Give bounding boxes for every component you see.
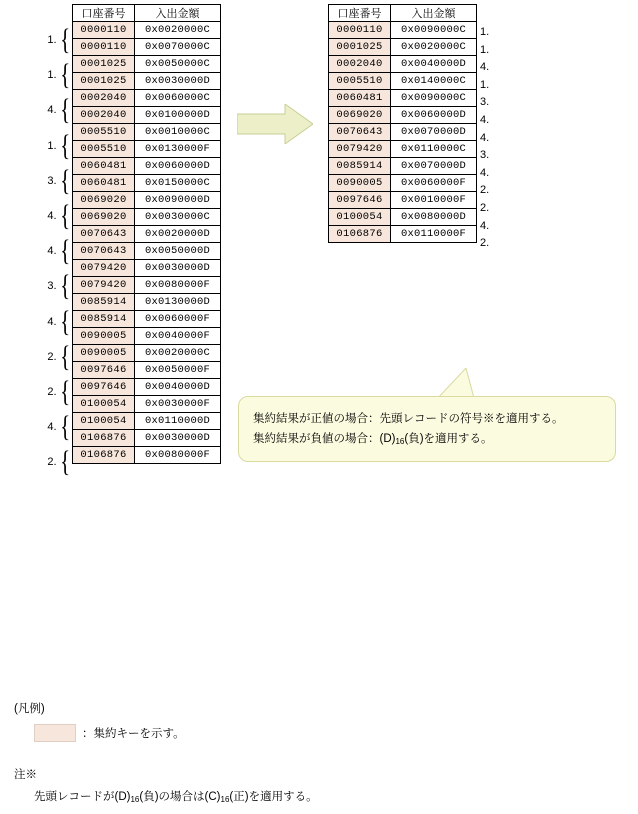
table-row [73, 124, 221, 141]
cell-amount: 0x0050000D [135, 243, 221, 260]
row-rule-number: 4. [480, 219, 490, 232]
cell-account-number: 0090005 [73, 328, 135, 345]
cell-account-number: 0100054 [73, 413, 135, 430]
table-header-row [73, 5, 221, 22]
cell-amount: 0x0030000D [135, 260, 221, 277]
table-row [329, 56, 477, 73]
cell-account-number: 0106876 [73, 430, 135, 447]
callout-line-1: 集約結果が正値の場合：先頭レコードの符号※を適用する。 [253, 413, 564, 425]
table-row [329, 22, 477, 39]
cell-amount: 0x0080000F [135, 447, 221, 464]
cell-account-number: 0070643 [329, 124, 391, 141]
cell-amount: 0x0070000D [391, 124, 477, 141]
cell-account-number: 0001025 [73, 73, 135, 90]
cell-amount: 0x0040000D [135, 379, 221, 396]
table-row [329, 209, 477, 226]
table-row [73, 345, 221, 362]
group-label: 4. [47, 245, 57, 258]
table-row [73, 243, 221, 260]
cell-amount: 0x0030000F [135, 396, 221, 413]
column-header-amount: 入出金額 [135, 5, 221, 22]
cell-account-number: 0090005 [329, 175, 391, 192]
callout-line-2-pre: 集約結果が負値の場合：(D) [253, 433, 396, 446]
flow-arrow-icon [237, 104, 313, 144]
table-row [329, 124, 477, 141]
note-body-post: (正)を適用する。 [229, 791, 318, 803]
cell-account-number: 0106876 [73, 447, 135, 464]
row-rule-number: 4. [480, 61, 490, 74]
brace-icon: { [59, 410, 70, 444]
table-row [329, 39, 477, 56]
group-label: 1. [47, 34, 57, 46]
cell-amount: 0x0100000D [135, 107, 221, 124]
brace-icon: { [59, 339, 70, 373]
cell-account-number: 0070643 [73, 226, 135, 243]
cell-amount: 0x0040000D [391, 56, 477, 73]
row-rule-number: 1. [480, 78, 490, 91]
cell-amount: 0x0090000D [135, 192, 221, 209]
brace-icon: { [59, 93, 70, 127]
cell-amount: 0x0130000D [135, 294, 221, 311]
cell-amount: 0x0080000F [135, 277, 221, 294]
cell-amount: 0x0020000C [391, 39, 477, 56]
group-label: 4. [47, 104, 57, 117]
brace-icon: { [59, 23, 70, 56]
cell-amount: 0x0050000F [135, 362, 221, 379]
table-row [73, 209, 221, 226]
group-label: 1. [47, 139, 57, 152]
cell-account-number: 0005510 [73, 141, 135, 158]
note-body-sub-2: 16 [220, 795, 230, 804]
table-row [73, 39, 221, 56]
table-row [329, 90, 477, 107]
input-record-table [72, 4, 221, 464]
callout-line-2-post: (負)を適用する。 [404, 433, 493, 446]
cell-account-number: 0097646 [329, 192, 391, 209]
table-header-row [329, 5, 477, 22]
table-row [329, 192, 477, 209]
brace-icon: { [59, 269, 70, 303]
cell-account-number: 0085914 [329, 158, 391, 175]
table-row [73, 226, 221, 243]
table-row [73, 396, 221, 413]
cell-amount: 0x0080000D [391, 209, 477, 226]
group-brace [36, 374, 72, 410]
aggregated-record-table [328, 4, 477, 243]
cell-account-number: 0106876 [329, 226, 391, 243]
brace-icon: { [59, 234, 70, 268]
cell-amount: 0x0060000C [135, 90, 221, 107]
cell-account-number: 0060481 [329, 90, 391, 107]
cell-account-number: 0005510 [329, 73, 391, 90]
group-brace [36, 409, 72, 445]
table-row [73, 294, 221, 311]
group-brace [36, 339, 72, 375]
legend-row [34, 724, 185, 742]
table-row [329, 226, 477, 243]
cell-amount: 0x0030000C [135, 209, 221, 226]
cell-account-number: 0079420 [329, 141, 391, 158]
group-brace [36, 233, 72, 269]
cell-amount: 0x0010000C [135, 124, 221, 141]
rule-callout [238, 396, 616, 462]
group-brace [36, 444, 72, 480]
cell-account-number: 0070643 [73, 243, 135, 260]
cell-amount: 0x0070000C [135, 39, 221, 56]
note-body-mid: (負)の場合は(C) [139, 791, 221, 803]
row-rule-number: 2. [480, 237, 490, 250]
group-brace [36, 57, 72, 93]
cell-amount: 0x0030000D [135, 430, 221, 447]
group-label: 2. [47, 456, 57, 469]
column-header-account-number: 口座番号 [329, 5, 391, 22]
group-label: 4. [47, 210, 57, 222]
cell-amount: 0x0060000D [135, 158, 221, 175]
cell-account-number: 0001025 [329, 39, 391, 56]
cell-amount: 0x0140000C [391, 73, 477, 90]
column-header-account-number: 口座番号 [73, 5, 135, 22]
table-row [73, 175, 221, 192]
cell-amount: 0x0110000F [391, 226, 477, 243]
table-row [73, 379, 221, 396]
table-row [73, 56, 221, 73]
cell-amount: 0x0060000F [391, 175, 477, 192]
table-row [73, 107, 221, 124]
group-brace [36, 92, 72, 128]
row-rule-number: 4. [480, 114, 490, 126]
group-label: 4. [47, 421, 57, 434]
cell-account-number: 0002040 [73, 90, 135, 107]
cell-account-number: 0100054 [329, 209, 391, 226]
table-row [73, 73, 221, 90]
table-row [329, 141, 477, 158]
cell-amount: 0x0130000F [135, 141, 221, 158]
legend-color-swatch [34, 724, 76, 742]
brace-icon: { [59, 375, 70, 408]
table-row [73, 328, 221, 345]
cell-amount: 0x0020000C [135, 345, 221, 362]
table-row [73, 141, 221, 158]
group-label: 3. [47, 174, 57, 187]
cell-account-number: 0069020 [329, 107, 391, 124]
cell-amount: 0x0020000D [135, 226, 221, 243]
group-brace [36, 22, 72, 58]
group-brace [36, 128, 72, 164]
cell-account-number: 0000110 [329, 22, 391, 39]
cell-account-number: 0000110 [73, 22, 135, 39]
group-label: 3. [47, 280, 57, 293]
cell-account-number: 0085914 [73, 294, 135, 311]
cell-amount: 0x0070000D [391, 158, 477, 175]
cell-account-number: 0097646 [73, 362, 135, 379]
group-brace [36, 268, 72, 304]
cell-account-number: 0085914 [73, 311, 135, 328]
brace-icon: { [59, 304, 70, 338]
brace-icon: { [59, 163, 70, 197]
row-rule-number: 1. [480, 43, 490, 56]
row-rule-number: 4. [480, 131, 490, 144]
cell-account-number: 0079420 [73, 277, 135, 294]
cell-account-number: 0005510 [73, 124, 135, 141]
table-row [73, 22, 221, 39]
cell-account-number: 0069020 [73, 209, 135, 226]
note-body-sub-1: 16 [130, 795, 140, 804]
cell-account-number: 0000110 [73, 39, 135, 56]
table-row [73, 311, 221, 328]
brace-icon: { [59, 199, 70, 232]
group-label: 4. [47, 315, 57, 328]
table-row [329, 73, 477, 90]
note-body [34, 788, 318, 804]
cell-amount: 0x0110000D [135, 413, 221, 430]
cell-account-number: 0090005 [73, 345, 135, 362]
cell-amount: 0x0040000F [135, 328, 221, 345]
callout-line-2-sub: 16 [395, 437, 405, 447]
table-row [73, 90, 221, 107]
cell-amount: 0x0060000D [391, 107, 477, 124]
cell-account-number: 0079420 [73, 260, 135, 277]
table-row [73, 430, 221, 447]
row-rule-number: 2. [480, 202, 490, 214]
group-brace [36, 163, 72, 199]
row-rule-number: 2. [480, 184, 490, 197]
table-row [329, 107, 477, 124]
row-rule-number: 3. [480, 96, 490, 109]
cell-amount: 0x0150000C [135, 175, 221, 192]
cell-account-number: 0060481 [73, 158, 135, 175]
legend-swatch-label: ：集約キーを示す。 [82, 728, 185, 740]
legend-title: (凡例) [14, 703, 45, 715]
callout-line-2 [253, 429, 601, 449]
table-row [73, 260, 221, 277]
group-label: 2. [47, 386, 57, 398]
cell-account-number: 0002040 [73, 107, 135, 124]
cell-amount: 0x0090000C [391, 90, 477, 107]
brace-icon: { [59, 58, 70, 92]
column-header-amount: 入出金額 [391, 5, 477, 22]
cell-amount: 0x0030000D [135, 73, 221, 90]
cell-account-number: 0100054 [73, 396, 135, 413]
cell-amount: 0x0050000C [135, 56, 221, 73]
table-row [73, 277, 221, 294]
table-row [73, 158, 221, 175]
table-row [329, 175, 477, 192]
group-label: 1. [47, 69, 57, 82]
table-row [329, 158, 477, 175]
cell-account-number: 0001025 [73, 56, 135, 73]
cell-amount: 0x0110000C [391, 141, 477, 158]
table-row [73, 192, 221, 209]
table-row [73, 413, 221, 430]
row-rule-number: 4. [480, 166, 490, 179]
note-title: 注※ [14, 769, 37, 781]
cell-account-number: 0069020 [73, 192, 135, 209]
row-rule-number: 1. [480, 26, 490, 38]
row-rule-number: 3. [480, 149, 490, 162]
note-body-pre: 先頭レコードが(D) [34, 791, 131, 803]
cell-amount: 0x0020000C [135, 22, 221, 39]
cell-amount: 0x0090000C [391, 22, 477, 39]
cell-amount: 0x0010000F [391, 192, 477, 209]
group-brace [36, 198, 72, 234]
group-label: 2. [47, 350, 57, 363]
cell-account-number: 0097646 [73, 379, 135, 396]
table-row [73, 447, 221, 464]
brace-icon: { [59, 445, 70, 479]
table-row [73, 362, 221, 379]
cell-account-number: 0060481 [73, 175, 135, 192]
brace-icon: { [59, 128, 70, 162]
group-brace [36, 304, 72, 340]
cell-amount: 0x0060000F [135, 311, 221, 328]
cell-account-number: 0002040 [329, 56, 391, 73]
